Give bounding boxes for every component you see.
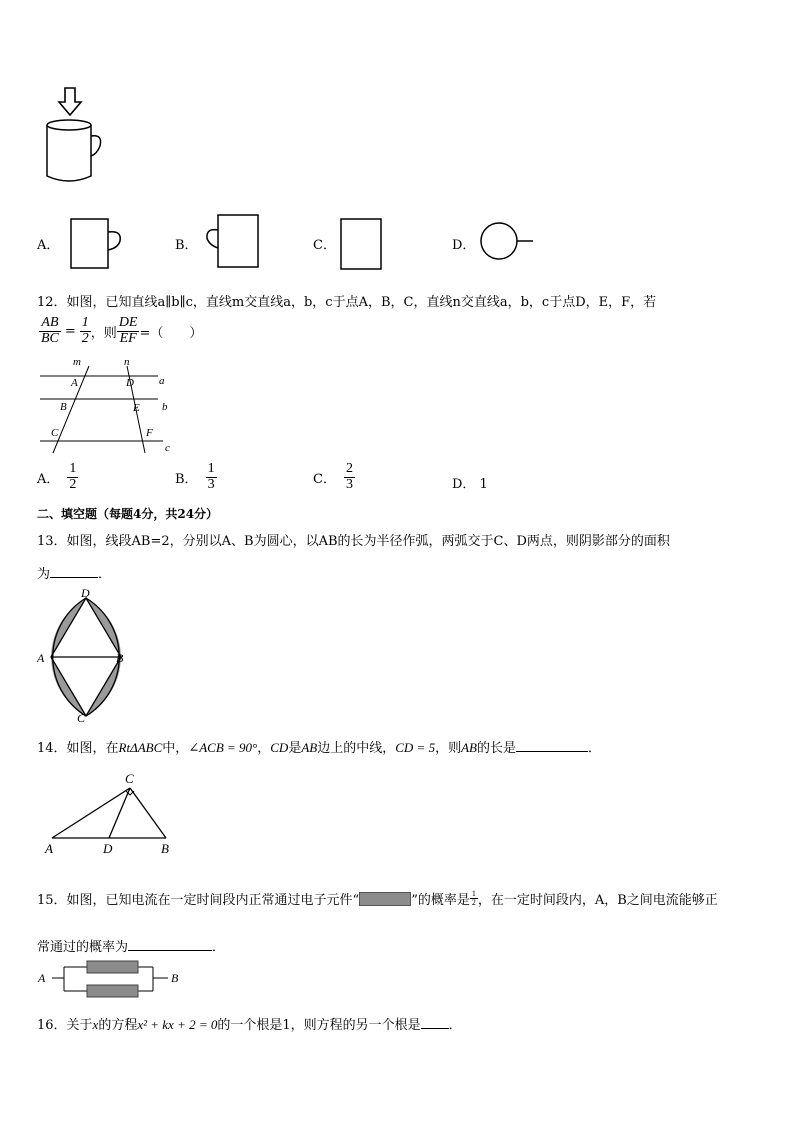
q14-label-B: B: [161, 841, 169, 856]
q13-label-A: A: [37, 651, 45, 665]
label-F: F: [146, 427, 153, 439]
q12-option-d[interactable]: D． 1: [452, 477, 488, 492]
q14-label-C: C: [125, 771, 134, 786]
q14-triangle-figure: [42, 768, 182, 858]
label-B: B: [60, 401, 67, 413]
q11-option-b-label[interactable]: B．: [175, 238, 198, 253]
q11-option-c-label[interactable]: C．: [313, 238, 336, 253]
q15-line2: 常通过的概率为 ．: [37, 940, 226, 955]
q13-label-B: B: [116, 651, 124, 665]
q14-answer-blank[interactable]: [516, 751, 588, 752]
q11-option-a-label[interactable]: A．: [37, 238, 60, 253]
q13-answer-blank[interactable]: [50, 577, 98, 578]
q11-option-d-figure: [477, 220, 537, 264]
q15-answer-blank[interactable]: [128, 950, 212, 951]
q11-option-b-figure: [203, 212, 261, 272]
q13-line1: 13．如图，线段AB=2，分别以A、B为圆心，以AB的长为半径作弧，两弧交于C、D两点，则阴影部分的面积: [37, 534, 670, 549]
label-a: a: [159, 375, 165, 387]
q12-condition: $\frac{AB}{BC}$ = $\frac{1}{2}$ ，则 $\frac{DE}{EF}$ =（ ）: [41, 315, 203, 346]
q12-parallel-lines-figure: [35, 353, 180, 458]
resistor-top: [87, 961, 138, 973]
q15-circuit-figure: [35, 956, 185, 1002]
q12-stem: 12．如图，已知直线a∥b∥c，直线m交直线a，b，c于点A，B，C，直线n交直线a，b，c于点D，E，F，若: [37, 295, 657, 310]
q15-label-B: B: [171, 971, 179, 985]
q12-option-c[interactable]: C． $\frac{2}{3}$: [313, 461, 353, 492]
label-D: D: [126, 377, 134, 389]
q14-label-A: A: [45, 841, 53, 856]
resistor-icon: [359, 892, 411, 906]
q12-frac-ab-bc: $\frac{AB}{BC}$: [41, 315, 59, 346]
q12-option-a[interactable]: A． $\frac{1}{2}$: [37, 461, 77, 492]
q15-line1: 15．如图，已知电流在一定时间段内正常通过电子元件“ ”的概率是 $\frac{1}{2}$ ，在一定时间段内，A，B之间电流能够正: [37, 888, 718, 908]
q12-frac-1-2: $\frac{1}{2}$: [81, 315, 89, 346]
label-n: n: [124, 356, 130, 368]
down-arrow-icon: [59, 88, 81, 115]
q16-stem: 16．关于x的方程x² + kx + 2 = 0的一个根是1，则方程的另一个根是 ．: [37, 1017, 462, 1033]
q15-label-A: A: [38, 971, 46, 985]
q11-option-c-figure: [338, 216, 386, 272]
q13-label-C: C: [77, 711, 86, 724]
q13-arcs-figure: [33, 588, 133, 724]
q13-line2: 为 ．: [37, 567, 112, 582]
q16-answer-blank[interactable]: [421, 1028, 449, 1029]
q14-stem: 14．如图，在RtΔABC中，∠ACB = 90°，CD是AB边上的中线，CD = 5，则AB的长是 ．: [37, 740, 602, 756]
label-m: m: [73, 356, 81, 368]
label-A: A: [71, 377, 78, 389]
q12-frac-de-ef: $\frac{DE}{EF}$: [118, 315, 138, 346]
q13-label-D: D: [81, 588, 90, 600]
label-b: b: [162, 401, 168, 413]
q14-label-D: D: [103, 841, 113, 856]
q11-option-d-label[interactable]: D．: [452, 238, 476, 253]
label-E: E: [133, 402, 140, 414]
q11-cup-figure: [40, 80, 110, 190]
resistor-bottom: [87, 985, 138, 997]
label-c: c: [165, 442, 170, 454]
q11-option-a-figure: [68, 216, 126, 272]
label-C: C: [51, 427, 59, 439]
section-title: 二、填空题（每题4分，共24分）: [37, 507, 219, 521]
q12-option-b[interactable]: B． $\frac{1}{3}$: [175, 461, 215, 492]
